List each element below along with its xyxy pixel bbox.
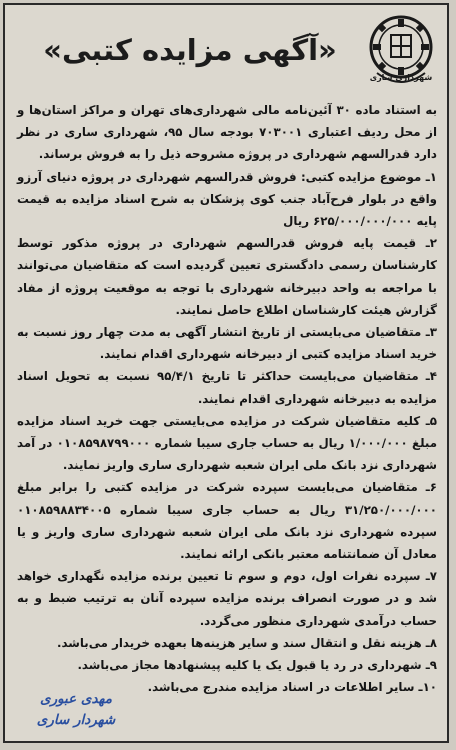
clause-8: ۸ـ هزینه نقل و انتقال سند و سایر هزینه‌ها بعهده خریدار می‌باشد. — [56, 635, 437, 650]
ad-title: «آگهی مزایده کتبی» — [43, 33, 337, 67]
clause-4: ۴ـ متقاضیان می‌بایست حداکثر تا تاریخ ۹۵/۴/۱ نسبت به تحویل اسناد مزایده به دبیرخانه شهرداری اقدام نمایند. — [17, 369, 437, 406]
clause-2: ۲ـ قیمت پایه فروش قدرالسهم شهرداری در پروژه مذکور توسط کارشناسان رسمی دادگستری تعیین گردیده است که متقاضیان می‌توانند با مراجعه به واحد دبیرخانه شهرداری با توجه به موقعیت پروژه از مفاد گزارش هیئت کارشناسان اطلاع حاصل نمایند. — [17, 236, 437, 317]
clause-5: ۵ـ کلیه متقاضیان شرکت در مزایده می‌بایستی جهت خرید اسناد مزایده مبلغ ۱/۰۰۰/۰۰۰ ریال به حساب جاری سیبا شماره ۰۱۰۸۵۹۸۷۹۹۰۰۰ در آمد شهرداری نزد بانک ملی ایران شعبه شهرداری ساری واریز نمایند. — [17, 413, 437, 473]
clause-10: ۱۰ـ سایر اطلاعات در اسناد مزایده مندرج می‌باشد. — [147, 680, 437, 695]
emblem-caption: شهرداری ساری — [369, 73, 433, 82]
clause-6: ۶ـ متقاضیان می‌بایست سپرده شرکت در مزایده کتبی را برابر مبلغ ۳۱/۲۵۰/۰۰۰/۰۰۰ ریال به حساب جاری سیبا شماره ۰۱۰۸۵۹۸۸۳۴۰۰۵ سپرده شهرداری نزد بانک ملی ایران شعبه شهرداری ساری واریز و یا معادل آن ضمانتنامه معتبر بانکی ارائه نمایند. — [17, 480, 437, 562]
clause-3: ۳ـ متقاضیان می‌بایستی از تاریخ انتشار آگهی به مدت چهار روز نسبت به خرید اسناد مزایده کتبی از دبیرخانه شهرداری اقدام نمایند. — [17, 325, 437, 362]
clause-9: ۹ـ شهرداری در رد یا قبول یک یا کلیه پیشنهادها مجاز می‌باشد. — [77, 658, 437, 673]
signature-block — [21, 689, 131, 731]
clause-1: ۱ـ موضوع مزایده کتبی: فروش قدرالسهم شهرداری در پروژه دنیای آرزو واقع در بلوار فرح‌آباد جنب کوی پزشکان به شرح اسناد مزایده به قیمت پایه ۶۲۵/۰۰۰/۰۰۰/۰۰۰ ریال — [17, 169, 437, 229]
municipality-emblem-icon — [363, 11, 439, 91]
clause-7: ۷ـ سپرده نفرات اول، دوم و سوم تا تعیین برنده مزایده نگهداری خواهد شد و در صورت انصراف برنده مزایده سپرده آنان به ترتیب ضبط و به حساب درآمدی شهرداری منظور می‌گردد. — [17, 569, 437, 628]
signatory-role: شهردار ساری — [36, 712, 116, 728]
newspaper-ad — [3, 3, 449, 743]
ad-header — [5, 5, 447, 97]
ad-body — [17, 99, 437, 695]
signatory-name: مهدی عبوری — [40, 691, 112, 707]
intro-paragraph: به استناد ماده ۳۰ آئین‌نامه مالی شهرداری‌های تهران و مراکز استان‌ها و از محل ردیف اعتباری ۷۰۳۰۰۱ بودجه سال ۹۵، شهرداری ساری در نظر دارد قدرالسهم شهرداری در پروژه مشروحه ذیل را به فروش برساند. — [17, 103, 437, 162]
